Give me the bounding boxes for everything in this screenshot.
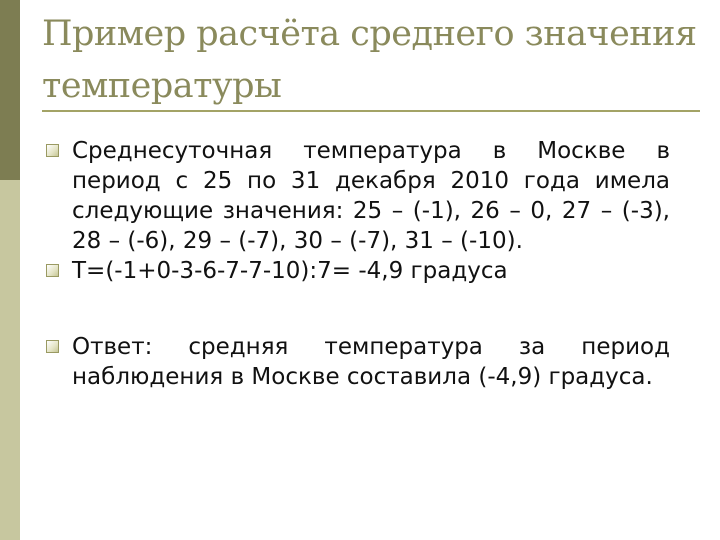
slide-title: Пример расчёта среднего значения температуры [42,14,697,106]
bullet-item [46,332,670,392]
sidebar-accent [0,0,20,180]
square-bullet-icon [46,144,59,157]
title-divider [42,110,700,112]
slide-body [46,136,670,392]
square-bullet-icon [46,340,59,353]
spacer [46,286,670,332]
bullet-text: Среднесуточная температура в Москве в период с 25 по 31 декабря 2010 года имела следующие значения: 25 – (-1), 26 – 0, 27 – (-3), 28 – (-6), 29 – (-7), 30 – (-7), 31 – (-10). [72,138,670,254]
bullet-item [46,256,670,286]
bullet-text: Т=(-1+0-3-6-7-7-10):7= -4,9 градуса [72,258,508,284]
square-bullet-icon [46,264,59,277]
bullet-text: Ответ: средняя температура за период наблюдения в Москве составила (-4,9) градуса. [72,334,670,390]
bullet-item [46,136,670,256]
